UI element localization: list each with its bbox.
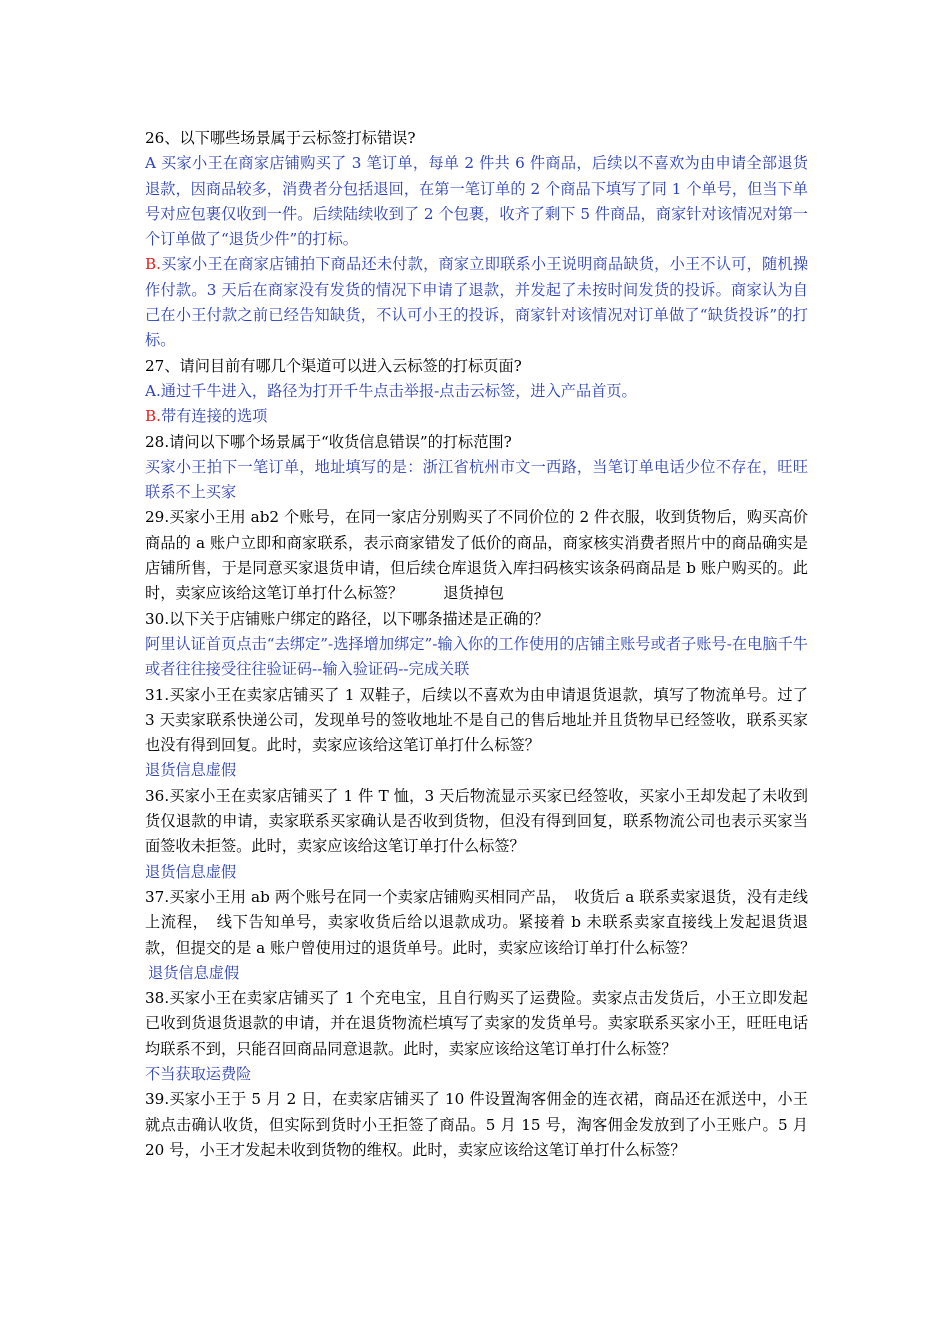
answer-31: 退货信息虚假 (145, 761, 237, 780)
answer-27-a: A.通过千牛进入，路径为打开千牛点击举报-点击云标签，进入产品首页。 (145, 381, 637, 400)
question-30: 30.以下关于店铺账户绑定的路径，以下哪条描述是正确的？ (145, 609, 549, 628)
answer-26-a (145, 151, 808, 252)
answer-26-a-prefix: A (145, 154, 156, 173)
answer-27-b-text: 带有连接的选项 (161, 407, 268, 426)
question-27: 27、请问目前有哪几个渠道可以进入云标签的打标页面? (145, 356, 522, 375)
answer-36: 退货信息虚假 (145, 862, 237, 881)
answer-38: 不当获取运费险 (145, 1064, 252, 1083)
answer-26-b (145, 252, 808, 353)
document-body (145, 126, 808, 1163)
question-29 (145, 505, 808, 606)
answer-27-b (145, 404, 808, 429)
answer-37: 退货信息虚假 (148, 963, 240, 982)
answer-26-b-prefix: B. (145, 255, 161, 274)
question-38: 38.买家小王在卖家店铺买了 1 个充电宝，且自行购买了运费险。卖家点击发货后，小王立即发起已收到货退货退款的申请，并在退货物流栏填写了卖家的发货单号。卖家联系买家小王，旺旺电话均联系不到，只能召回商品同意退款。此时，卖家应该给这笔订单打什么标签？ (145, 989, 808, 1058)
answer-26-a-text: 买家小王在商家店铺购买了 3 笔订单，每单 2 件共 6 件商品，后续以不喜欢为由申请全部退货退款，因商品较多，消费者分包括退回，在第一笔订单的 2 个商品下填写了同 1 个单号，但当下单号对应包裹仅收到一件。后续陆续收到了 2 个包裹，收齐了剩下 5 件商品，商家针对该情况对第一个订单做了“退货少件”的打标。 (145, 154, 808, 249)
question-36: 36.买家小王在卖家店铺买了 1 件 T 恤，3 天后物流显示买家已经签收，买家小王却发起了未收到货仅退款的申请，卖家联系买家确认是否收到货物，但没有得到回复，联系物流公司也表示买家当面签收未拒签。此时，卖家应该给这笔订单打什么标签？ (145, 786, 808, 856)
answer-29: 退货掉包 (443, 584, 504, 603)
question-29-text: 29.买家小王用 ab2 个账号，在同一家店分别购买了不同价位的 2 件衣服，收到货物后，购买高价商品的 a 账户立即和商家联系，表示商家错发了低价的商品，商家核实消费者照片中的商品确实是店铺所售，于是同意买家退货申请，但后续仓库退货入库扫码核实该条码商品是 b 账户购买的。此时，卖家应该给这笔订单打什么标签？ (145, 508, 808, 603)
answer-30: 阿里认证首页点击“去绑定”-选择增加绑定”-输入你的工作使用的店铺主账号或者子账号-在电脑千牛或者往往接受往往验证码--输入验证码--完成关联 (145, 634, 808, 679)
answer-28: 买家小王拍下一笔订单，地址填写的是：浙江省杭州市文一西路，当笔订单电话少位不存在，旺旺联系不上买家 (145, 457, 808, 502)
question-37: 37.买家小王用 ab 两个账号在同一个卖家店铺购买相同产品， 收货后 a 联系卖家退货，没有走线上流程， 线下告知单号，卖家收货后给以退款成功。紧接着 b 未联系卖家直接线上发起退货退款，但提交的是 a 账户曾使用过的退货单号。此时，卖家应该给订单打什么标签？ (145, 887, 808, 957)
answer-26-b-text: 买家小王在商家店铺拍下商品还未付款，商家立即联系小王说明商品缺货，小王不认可，随机操作付款。3 天后在商家没有发货的情况下申请了退款，并发起了未按时间发货的投诉。商家认为自己在小王付款之前已经告知缺货，不认可小王的投诉，商家针对该情况对订单做了“缺货投诉”的打标。 (145, 255, 808, 350)
question-26: 26、以下哪些场景属于云标签打标错误? (145, 129, 416, 147)
answer-27-b-prefix: B. (145, 407, 161, 426)
question-28: 28.请问以下哪个场景属于“收货信息错误”的打标范围? (145, 432, 512, 451)
question-31: 31.买家小王在卖家店铺买了 1 双鞋子，后续以不喜欢为由申请退货退款，填写了物流单号。过了 3 天卖家联系快递公司，发现单号的签收地址不是自己的售后地址并且货物早已经签收，联系买家也没有得到回复。此时，卖家应该给这笔订单打什么标签？ (145, 685, 808, 755)
question-39: 39.买家小王于 5 月 2 日，在卖家店铺买了 10 件设置淘客佣金的连衣裙，商品还在派送中，小王就点击确认收货，但实际到货时小王拒签了商品。5 月 15 号，淘客佣金发放到了小王账户。5 月 20 号，小王才发起未收到货物的维权。此时，卖家应该给这笔订单打什么标签？ (145, 1090, 808, 1159)
